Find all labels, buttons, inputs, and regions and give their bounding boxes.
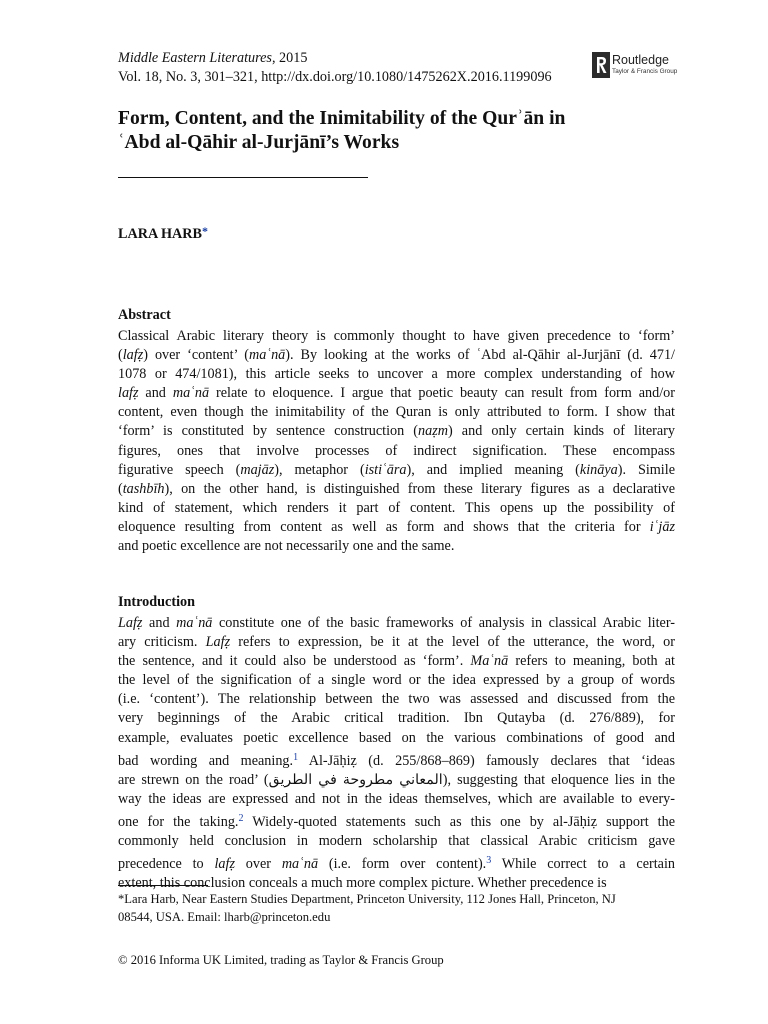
italic-term: Maʿnā — [470, 653, 509, 670]
introduction-paragraph — [118, 614, 675, 893]
article-title — [118, 107, 678, 155]
text-line: 1078 or 474/1081), this article seeks to uncover a more complex understanding of how — [118, 366, 675, 383]
italic-term: lafẓ — [122, 347, 144, 364]
author-name-text: LARA HARB — [118, 226, 202, 242]
publisher-logo — [592, 52, 692, 80]
italic-term: maʿnā — [281, 856, 319, 873]
italic-term: maʿnā — [172, 385, 210, 402]
text-line: one for the taking.$^2$ Widely-quoted statements such as this one by al-Jāḥiẓ support the — [118, 812, 675, 830]
text-line: and poetic excellence are not necessarily one and the same. — [118, 538, 455, 555]
text-line: Lafẓ and maʿnā constitute one of the basic frameworks of analysis in classical Arabic liter- — [118, 615, 675, 631]
citation-doi[interactable]: Vol. 18, No. 3, 301–321, http://dx.doi.org/10.1080/1475262X.2016.1199096 — [118, 69, 552, 85]
text-line: figures, ones that involve processes of indirect signification. These encompass — [118, 442, 675, 459]
text-line: figurative speech (majāz), metaphor (istiʿāra), and implied meaning (kināya). Simile — [118, 461, 675, 478]
text-line: extent, this conclusion conceals a much more complex picture. Whether precedence is — [118, 875, 607, 892]
article-title-line-1: Form, Content, and the Inimitability of the Qurʾān in — [118, 108, 566, 129]
routledge-r-icon — [592, 52, 610, 78]
text-line: way the ideas are expressed and not in the ideas themselves, which are available to every- — [118, 790, 675, 807]
author-affiliation-footnote — [118, 891, 675, 926]
abstract-paragraph — [118, 327, 675, 556]
text-line: bad wording and meaning.$^1$ Al-Jāḥiẓ (d. 255/868–869) famously declares that ‘ideas — [118, 751, 676, 769]
text-line: lafẓ and maʿnā relate to eloquence. I argue that poetic beauty can result from form and/or — [118, 385, 675, 402]
italic-term: tashbīh — [122, 480, 165, 497]
italic-term: maʿnā — [249, 347, 286, 364]
text-line: kind of statement, which renders it part of content. This opens up the possibility of — [118, 499, 675, 516]
text-line: ‘form’ is constituted by sentence construction (naẓm) and only certain kinds of literary — [118, 423, 675, 440]
journal-name: Middle Eastern Literatures — [118, 50, 272, 66]
text-line: the level of the signification of a single word or the idea expressed by a group of words — [118, 672, 675, 689]
text-line: content, even though the inimitability of the Quran is only attributed to form. I show that — [118, 404, 675, 421]
footnote-line-2: 08544, USA. Email: lharb@princeton.edu — [118, 909, 331, 924]
text-line: eloquence resulting from content as well as form and shows that the criteria for iʿjāz — [118, 518, 675, 535]
text-line: (tashbīh), on the other hand, is distinguished from these literary figures as a declarative — [118, 480, 675, 497]
italic-term: lafẓ — [118, 385, 139, 402]
italic-term: iʿjāz — [649, 518, 675, 535]
title-divider — [118, 177, 368, 178]
footnote-divider — [118, 885, 208, 886]
italic-term: maʿnā — [176, 615, 213, 631]
footnote-reference[interactable]: 2 — [238, 812, 244, 824]
text-line: example, evaluates poetic excellence based on the various combinations of good and — [118, 729, 675, 746]
footnote-reference[interactable]: 3 — [486, 855, 492, 867]
publisher-brand: Routledge — [612, 53, 669, 67]
text-line: (i.e. ‘content’). The relationship between the two was assessed and discussed from the — [118, 691, 675, 708]
text-line: ary criticism. Lafẓ refers to expression, be it at the level of the utterance, the word, or — [118, 634, 675, 651]
italic-term: naẓm — [418, 423, 448, 440]
introduction-heading: Introduction — [118, 594, 195, 610]
author-footnote-marker[interactable]: * — [201, 224, 208, 238]
text-line: very beginnings of the Arabic critical tradition. Ibn Qutayba (d. 276/889), for — [118, 710, 675, 727]
italic-term: Lafẓ — [205, 634, 231, 651]
footnote-line-1: *Lara Harb, Near Eastern Studies Department, Princeton University, 112 Jones Hall, Princeton, NJ — [118, 892, 616, 906]
italic-term: istiʿāra — [364, 461, 407, 478]
abstract-heading: Abstract — [118, 307, 171, 323]
italic-term: Lafẓ — [118, 615, 143, 631]
italic-term: majāz — [240, 461, 275, 478]
italic-term: kināya — [579, 461, 618, 478]
article-title-line-2: ʿAbd al-Qāhir al-Jurjānī’s Works — [118, 132, 400, 153]
text-line: Classical Arabic literary theory is commonly thought to have given precedence to ‘form’ — [118, 328, 675, 344]
text-line: commonly held conclusion in modern scholarship that classical Arabic criticism gave — [118, 833, 675, 850]
copyright-notice: © 2016 Informa UK Limited, trading as Taylor & Francis Group — [118, 953, 444, 967]
text-line: (lafẓ) over ‘content’ (maʿnā). By looking at the works of ʿAbd al-Qāhir al-Jurjānī (d. 471/ — [118, 347, 675, 364]
text-line: precedence to lafẓ over maʿnā (i.e. form over content).$^3$ While correct to a certain — [118, 855, 676, 873]
journal-year: , 2015 — [271, 50, 308, 66]
author-name — [118, 222, 208, 244]
text-line: the sentence, and it could also be understood as ‘form’. Maʿnā refers to meaning, both at — [118, 653, 675, 670]
footnote-reference[interactable]: 1 — [293, 751, 299, 763]
journal-title — [118, 49, 307, 68]
publisher-group: Taylor & Francis Group — [612, 68, 678, 75]
text-line: are strewn on the road’ (المعاني مطروحة في الطريق), suggesting that eloquence lies in the — [118, 771, 675, 788]
italic-term: lafẓ — [214, 856, 235, 873]
